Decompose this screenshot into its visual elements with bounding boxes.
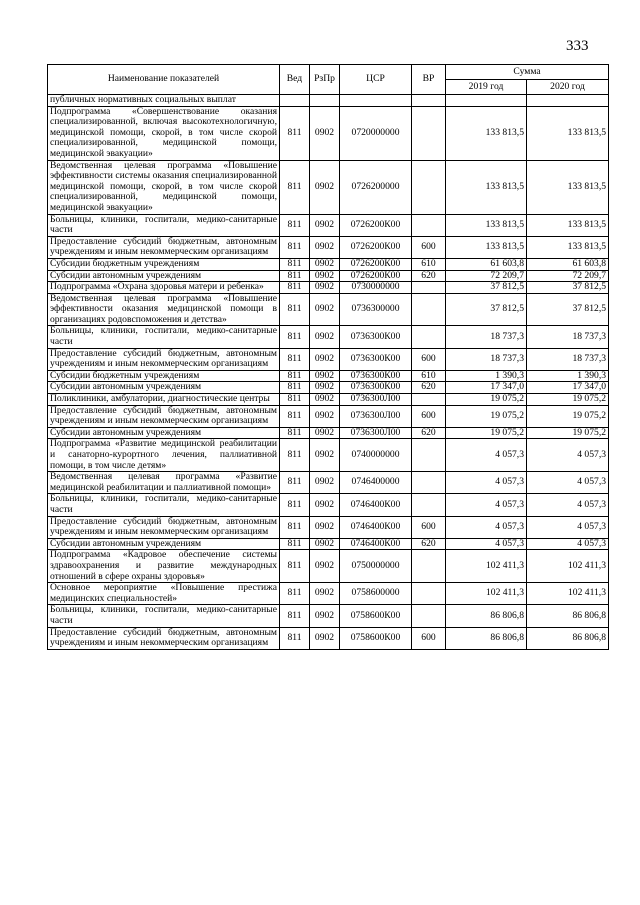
row-rzpr: 0902 [310,160,340,214]
row-ved: 811 [280,214,310,236]
row-vr: 610 [412,370,446,382]
table-row [48,293,609,326]
row-vr: 620 [412,427,446,439]
row-rzpr: 0902 [310,405,340,427]
row-amount-2020: 4 057,3 [527,516,609,538]
table-row [48,583,609,605]
row-amount-2020: 19 075,2 [527,394,609,406]
table-row [48,427,609,439]
row-ved: 811 [280,405,310,427]
row-vr [412,160,446,214]
row-name: Подпрограмма «Кадровое обеспечение системы здравоохранения и развитие международных отношений в сфере охраны здоровья» [48,550,280,583]
row-amount-2020: 19 075,2 [527,427,609,439]
table-row [48,326,609,348]
row-name: Подпрограмма «Охрана здоровья матери и ребенка» [48,282,280,294]
row-name: Субсидии автономным учреждениям [48,427,280,439]
row-rzpr: 0902 [310,258,340,270]
row-ved: 811 [280,326,310,348]
row-vr: 610 [412,258,446,270]
table-row [48,627,609,649]
row-ved: 811 [280,348,310,370]
row-ved: 811 [280,605,310,627]
table-row [48,282,609,294]
row-rzpr: 0902 [310,472,340,494]
header-csr: ЦСР [340,65,412,95]
row-amount-2019: 4 057,3 [446,516,527,538]
row-vr [412,293,446,326]
row-csr: 0740000000 [340,439,412,472]
row-amount-2020: 61 603,8 [527,258,609,270]
row-rzpr: 0902 [310,605,340,627]
row-name: Подпрограмма «Совершенствование оказания специализированной, включая высокотехнологичную, медицинской помощи, скорой, в том числе скорой специализированной, медицинской помощи, медицинской эвакуации» [48,106,280,160]
row-name: Поликлиники, амбулатории, диагностические центры [48,394,280,406]
row-rzpr: 0902 [310,282,340,294]
row-amount-2020: 37 812,5 [527,282,609,294]
row-amount-2019 [446,95,527,107]
row-amount-2020: 133 813,5 [527,236,609,258]
row-amount-2019: 61 603,8 [446,258,527,270]
row-ved: 811 [280,270,310,282]
row-csr: 0726200К00 [340,236,412,258]
row-csr: 0726200К00 [340,214,412,236]
row-csr: 0730000000 [340,282,412,294]
row-amount-2019: 72 209,7 [446,270,527,282]
row-name: Субсидии автономным учреждениям [48,270,280,282]
row-vr [412,282,446,294]
row-csr: 0746400К00 [340,538,412,550]
row-name: Больницы, клиники, госпитали, медико-санитарные части [48,326,280,348]
row-amount-2019: 133 813,5 [446,236,527,258]
row-ved [280,95,310,107]
row-amount-2019: 18 737,3 [446,326,527,348]
row-csr: 0750000000 [340,550,412,583]
row-amount-2019: 4 057,3 [446,439,527,472]
row-amount-2019: 19 075,2 [446,394,527,406]
row-vr [412,605,446,627]
row-amount-2020: 133 813,5 [527,214,609,236]
row-rzpr [310,95,340,107]
row-csr: 0736300К00 [340,348,412,370]
row-name: Ведомственная целевая программа «Развитие медицинской реабилитации и паллиативной помощи» [48,472,280,494]
row-name: Предоставление субсидий бюджетным, автономным учреждениям и иным некоммерческим организациям [48,236,280,258]
row-amount-2019: 102 411,3 [446,583,527,605]
table-row [48,472,609,494]
row-csr: 0736300000 [340,293,412,326]
row-ved: 811 [280,370,310,382]
row-rzpr: 0902 [310,214,340,236]
row-amount-2020: 102 411,3 [527,550,609,583]
table-row [48,439,609,472]
row-name: Предоставление субсидий бюджетным, автономным учреждениям и иным некоммерческим организациям [48,627,280,649]
row-ved: 811 [280,583,310,605]
table-row [48,370,609,382]
table-row [48,160,609,214]
row-name: Ведомственная целевая программа «Повышение эффективности системы оказания специализированной медицинской помощи, скорой, в том числе скорой специализированной, медицинской помощи, медицинской эвакуации» [48,160,280,214]
row-csr: 0758600К00 [340,605,412,627]
row-csr: 0758600К00 [340,627,412,649]
row-rzpr: 0902 [310,106,340,160]
row-rzpr: 0902 [310,270,340,282]
row-csr: 0736300К00 [340,370,412,382]
row-csr: 0746400К00 [340,516,412,538]
row-vr: 600 [412,236,446,258]
row-ved: 811 [280,627,310,649]
row-name: Субсидии бюджетным учреждениям [48,258,280,270]
row-rzpr: 0902 [310,516,340,538]
table-row [48,538,609,550]
row-name: Ведомственная целевая программа «Повышение эффективности оказания медицинской помощи в организациях родовспоможения и детства» [48,293,280,326]
row-name: Больницы, клиники, госпитали, медико-санитарные части [48,214,280,236]
header-2019: 2019 год [446,80,527,95]
table-header [48,65,609,95]
row-csr: 0746400К00 [340,494,412,516]
header-vr: ВР [412,65,446,95]
header-rzpr: РзПр [310,65,340,95]
table-body [48,95,609,650]
row-ved: 811 [280,258,310,270]
row-amount-2020: 133 813,5 [527,106,609,160]
table-row [48,494,609,516]
row-vr [412,550,446,583]
row-vr [412,95,446,107]
row-ved: 811 [280,282,310,294]
row-csr: 0736300К00 [340,382,412,394]
row-amount-2020: 18 737,3 [527,326,609,348]
row-rzpr: 0902 [310,382,340,394]
table-row [48,605,609,627]
row-amount-2019: 133 813,5 [446,106,527,160]
row-amount-2019: 4 057,3 [446,472,527,494]
row-rzpr: 0902 [310,583,340,605]
row-amount-2019: 4 057,3 [446,538,527,550]
row-amount-2019: 102 411,3 [446,550,527,583]
row-amount-2019: 37 812,5 [446,293,527,326]
table-row [48,394,609,406]
row-ved: 811 [280,550,310,583]
header-sum: Сумма [446,65,609,80]
row-ved: 811 [280,160,310,214]
row-name: Больницы, клиники, госпитали, медико-санитарные части [48,494,280,516]
row-csr: 0736300К00 [340,326,412,348]
row-csr: 0736300Л00 [340,394,412,406]
row-amount-2019: 4 057,3 [446,494,527,516]
row-csr [340,95,412,107]
table-row [48,236,609,258]
header-name: Наименование показателей [48,65,280,95]
table-row [48,516,609,538]
row-amount-2020 [527,95,609,107]
row-name: публичных нормативных социальных выплат [48,95,280,107]
row-name: Субсидии автономным учреждениям [48,382,280,394]
row-ved: 811 [280,439,310,472]
row-amount-2019: 19 075,2 [446,427,527,439]
header-2020: 2020 год [527,80,609,95]
row-ved: 811 [280,236,310,258]
row-vr: 620 [412,270,446,282]
table-row [48,405,609,427]
row-vr [412,214,446,236]
row-amount-2019: 17 347,0 [446,382,527,394]
row-name: Больницы, клиники, госпитали, медико-санитарные части [48,605,280,627]
table-row [48,550,609,583]
row-amount-2020: 86 806,8 [527,627,609,649]
row-amount-2019: 133 813,5 [446,214,527,236]
row-csr: 0736300Л00 [340,405,412,427]
row-amount-2020: 18 737,3 [527,348,609,370]
row-amount-2020: 17 347,0 [527,382,609,394]
row-ved: 811 [280,106,310,160]
row-vr [412,439,446,472]
row-rzpr: 0902 [310,370,340,382]
row-amount-2019: 1 390,3 [446,370,527,382]
row-name: Предоставление субсидий бюджетным, автономным учреждениям и иным некоммерческим организациям [48,405,280,427]
row-amount-2020: 19 075,2 [527,405,609,427]
row-rzpr: 0902 [310,494,340,516]
page-number: 333 [566,38,589,54]
row-ved: 811 [280,494,310,516]
row-amount-2019: 133 813,5 [446,160,527,214]
row-vr [412,494,446,516]
row-name: Субсидии бюджетным учреждениям [48,370,280,382]
row-rzpr: 0902 [310,627,340,649]
row-amount-2019: 19 075,2 [446,405,527,427]
row-amount-2020: 4 057,3 [527,538,609,550]
row-csr: 0758600000 [340,583,412,605]
row-rzpr: 0902 [310,293,340,326]
row-name: Предоставление субсидий бюджетным, автономным учреждениям и иным некоммерческим организациям [48,516,280,538]
row-vr [412,472,446,494]
row-rzpr: 0902 [310,538,340,550]
row-vr [412,394,446,406]
row-ved: 811 [280,427,310,439]
row-ved: 811 [280,538,310,550]
table-row [48,348,609,370]
row-amount-2020: 86 806,8 [527,605,609,627]
table-row [48,270,609,282]
row-rzpr: 0902 [310,236,340,258]
row-csr: 0720000000 [340,106,412,160]
row-rzpr: 0902 [310,550,340,583]
row-ved: 811 [280,293,310,326]
row-amount-2020: 4 057,3 [527,472,609,494]
row-name: Подпрограмма «Развитие медицинской реабилитации и санаторно-курортного лечения, паллиативной помощи, в том числе детям» [48,439,280,472]
row-vr: 600 [412,405,446,427]
row-rzpr: 0902 [310,348,340,370]
row-vr: 620 [412,538,446,550]
row-amount-2020: 133 813,5 [527,160,609,214]
header-ved: Вед [280,65,310,95]
row-csr: 0726200000 [340,160,412,214]
row-rzpr: 0902 [310,439,340,472]
row-ved: 811 [280,394,310,406]
row-vr [412,326,446,348]
row-vr: 620 [412,382,446,394]
row-ved: 811 [280,516,310,538]
row-amount-2020: 4 057,3 [527,439,609,472]
row-vr [412,106,446,160]
table-row [48,95,609,107]
row-name: Субсидии автономным учреждениям [48,538,280,550]
table-row [48,214,609,236]
table-row [48,106,609,160]
table-row [48,382,609,394]
row-amount-2019: 37 812,5 [446,282,527,294]
row-ved: 811 [280,472,310,494]
row-amount-2019: 18 737,3 [446,348,527,370]
row-name: Основное мероприятие «Повышение престижа медицинских специальностей» [48,583,280,605]
row-csr: 0746400000 [340,472,412,494]
row-rzpr: 0902 [310,427,340,439]
row-csr: 0726200К00 [340,270,412,282]
table-row [48,258,609,270]
row-amount-2020: 4 057,3 [527,494,609,516]
row-amount-2020: 1 390,3 [527,370,609,382]
row-amount-2020: 72 209,7 [527,270,609,282]
row-amount-2020: 102 411,3 [527,583,609,605]
row-vr: 600 [412,348,446,370]
row-csr: 0736300Л00 [340,427,412,439]
row-amount-2020: 37 812,5 [527,293,609,326]
row-rzpr: 0902 [310,326,340,348]
row-rzpr: 0902 [310,394,340,406]
row-csr: 0726200К00 [340,258,412,270]
row-vr: 600 [412,627,446,649]
row-name: Предоставление субсидий бюджетным, автономным учреждениям и иным некоммерческим организациям [48,348,280,370]
budget-table [47,64,609,650]
row-ved: 811 [280,382,310,394]
row-amount-2019: 86 806,8 [446,627,527,649]
row-amount-2019: 86 806,8 [446,605,527,627]
row-vr [412,583,446,605]
row-vr: 600 [412,516,446,538]
